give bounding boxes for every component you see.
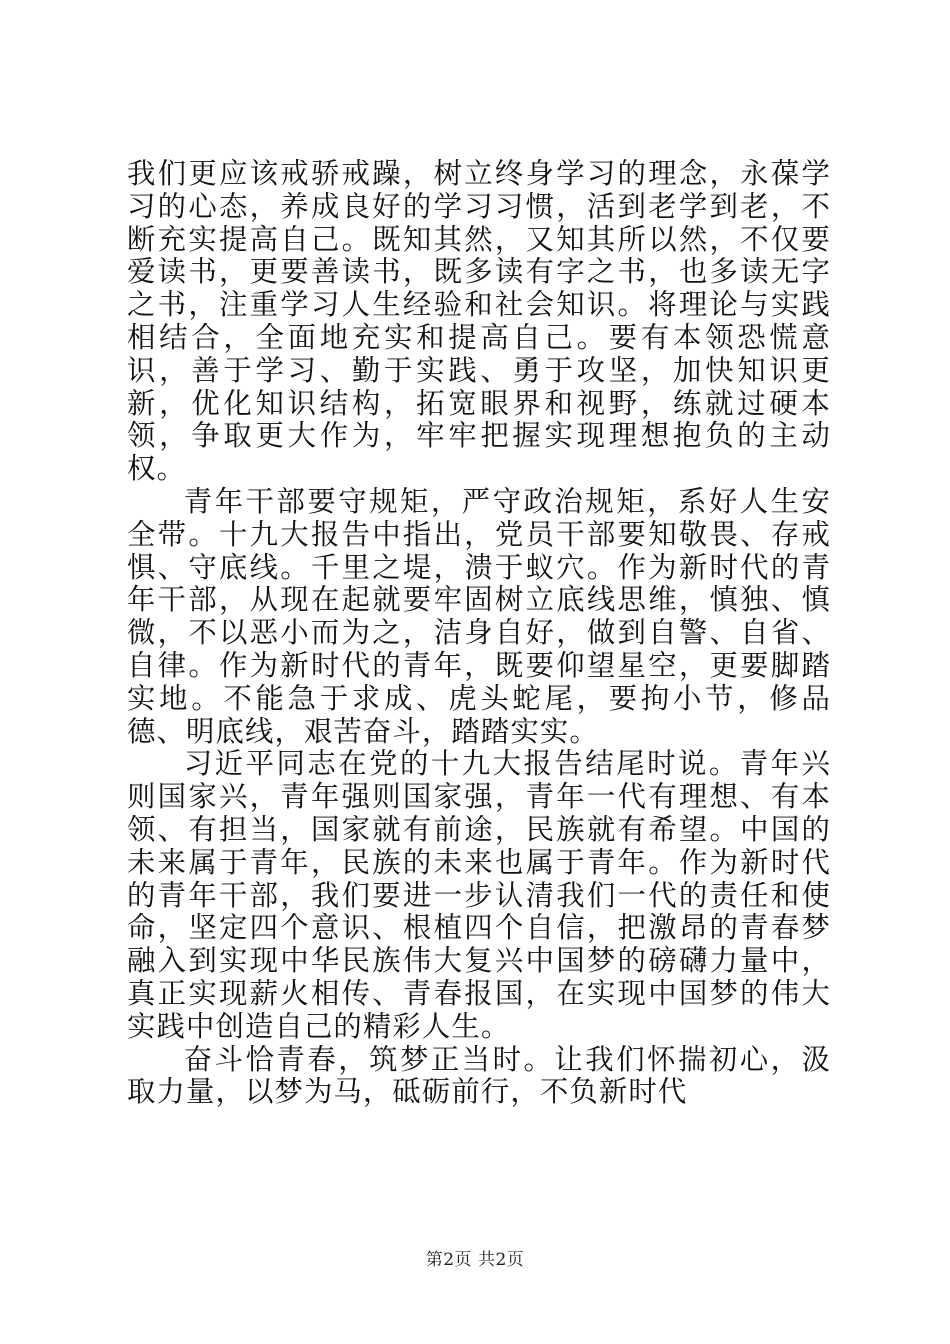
document-body xyxy=(127,158,831,1109)
paragraph-keep-rules: 青年干部要守规矩，严守政治规矩，系好人生安全带。十九大报告中指出，党员干部要知敬畏、存戒惧、守底线。千里之堤，溃于蚁穴。作为新时代的青年干部，从现在起就要牢固树立底线思维，慎独、慎微，不以恶小而为之，洁身自好，做到自警、自省、自律。作为新时代的青年，既要仰望星空，更要脚踏实地。不能急于求成、虎头蛇尾，要拘小节，修品德、明底线，艰苦奋斗，踏踏实实。 xyxy=(127,484,831,748)
paragraph-lifelong-learning: 我们更应该戒骄戒躁，树立终身学习的理念，永葆学习的心态，养成良好的学习习惯，活到老学到老，不断充实提高自己。既知其然，又知其所以然，不仅要爱读书，更要善读书，既多读有字之书，也多读无字之书，注重学习人生经验和社会知识。将理论与实践相结合，全面地充实和提高自己。要有本领恐慌意识，善于学习、勤于实践、勇于攻坚，加快知识更新，优化知识结构，拓宽眼界和视野，练就过硬本领，争取更大作为，牢牢把握实现理想抱负的主动权。 xyxy=(127,157,831,486)
paragraph-youth-mission: 习近平同志在党的十九大报告结尾时说。青年兴则国家兴，青年强则国家强，青年一代有理想、有本领、有担当，国家就有前途，民族就有希望。中国的未来属于青年，民族的未来也属于青年。作为新时代的青年干部，我们要进一步认清我们一代的责任和使命，坚定四个意识、根植四个自信，把激昂的青春梦融入到实现中华民族伟大复兴中国梦的磅礴力量中，真正实现薪火相传、青春报国，在实现中国梦的伟大实践中创造自己的精彩人生。 xyxy=(127,747,831,1043)
paragraph-closing: 奋斗恰青春，筑梦正当时。让我们怀揣初心，汲取力量，以梦为马，砥砺前行，不负新时代 xyxy=(127,1042,831,1109)
page-number-footer: 第2页 共2页 xyxy=(425,1250,525,1270)
